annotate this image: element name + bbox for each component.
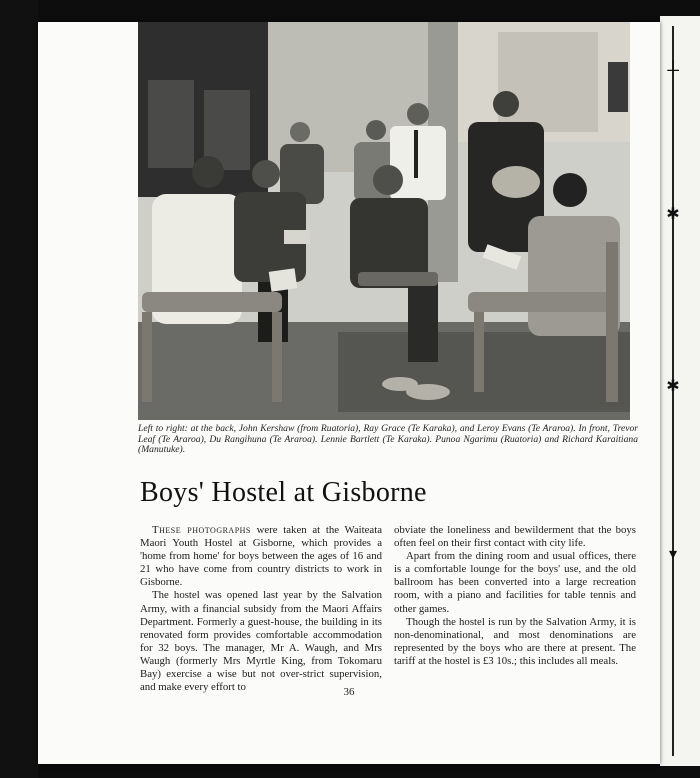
article-paragraph bbox=[140, 524, 382, 589]
binding-mark-icon: ⊥ bbox=[665, 58, 681, 75]
magazine-page bbox=[38, 22, 660, 764]
group-photo bbox=[138, 22, 630, 420]
article-paragraph: obviate the loneliness and bewilderment that the boys often feel on their first contact with city life. bbox=[394, 524, 636, 550]
photo-illustration bbox=[138, 22, 630, 420]
article-column-left bbox=[140, 524, 382, 694]
lead-text: were taken at the Waiteata Maori Youth Hostel at Gisborne, which provides a 'home from home' for boys between the ages of 16 and 21 who have come from country districts to work in Gisborne. bbox=[140, 524, 382, 589]
article-title: Boys' Hostel at Gisborne bbox=[140, 477, 427, 508]
binding-mark-icon: ✱ bbox=[666, 378, 680, 395]
article-paragraph: The hostel was opened last year by the Salvation Army, with a financial subsidy from the Maori Affairs Department. Formerly a guest-house, the building in its renovated form provides comfortable accommodation for 32 boys. The manager, Mr A. Waugh, and Mrs Waugh (formerly Mrs Myrtle King, from Tokomaru Bay) exercise a wise but not over-strict supervision, and make every effort to bbox=[140, 589, 382, 694]
article-column-right bbox=[394, 524, 636, 668]
photo-caption: Left to right: at the back, John Kershaw (from Ruatoria), Ray Grace (Te Karaka), and Leroy Evans (Te Araroa). In front, Trevor Leaf (Te Araroa), Du Rangihuna (Te Araroa). Lennie Bartlett (Te Karaka). Punoa Ngarimu (Ruatoria) and Richard Karaitiana (Manutuke). bbox=[138, 423, 638, 456]
article-paragraph: Though the hostel is run by the Salvation Army, it is non-denominational, and most denominations are represented by the boys who are there at present. The tariff at the hostel is £3 10s.; this includes all meals. bbox=[394, 615, 636, 667]
lead-smallcaps: These photographs bbox=[152, 524, 251, 536]
article-paragraph: Apart from the dining room and usual offices, there is a comfortable lounge for the boys' use, and the old ballroom has been converted into a large recreation room, with a piano and facilities for table tennis and other games. bbox=[394, 550, 636, 615]
binding-mark-icon: ▾ bbox=[668, 546, 678, 563]
binding-mark-icon: ✱ bbox=[666, 206, 680, 223]
left-edge-shadow bbox=[0, 0, 38, 778]
page-number: 36 bbox=[343, 686, 355, 698]
